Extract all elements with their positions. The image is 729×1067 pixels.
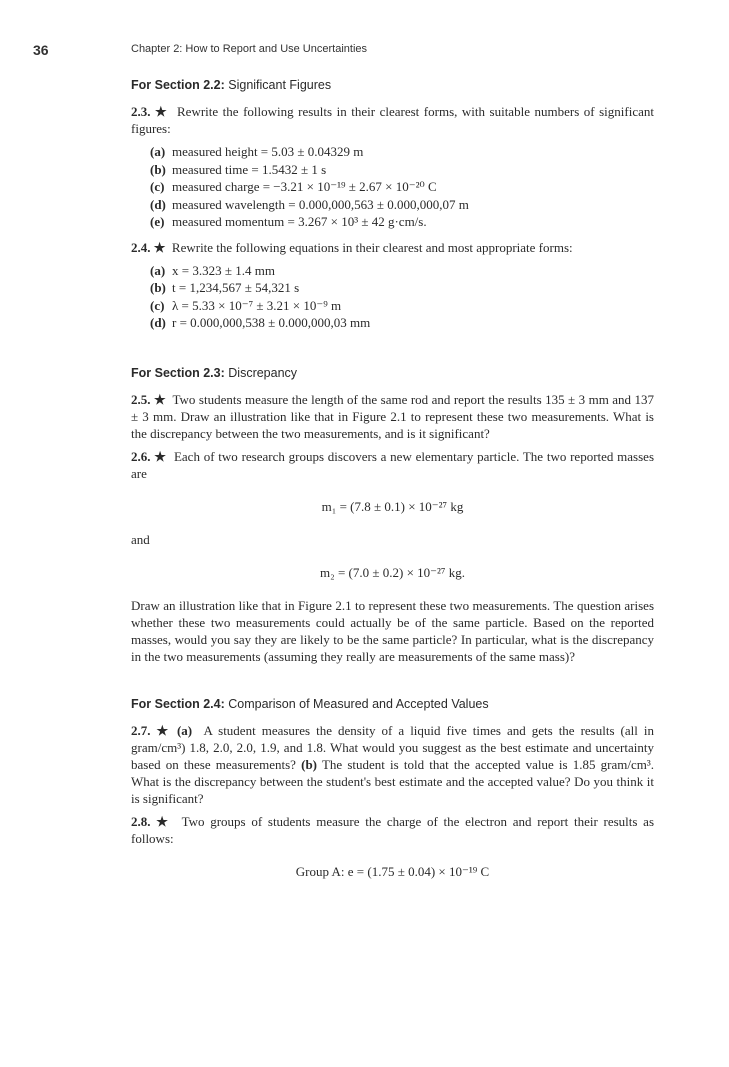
- list-item: [150, 213, 654, 231]
- list-item: [150, 279, 654, 297]
- part-text: measured charge = −3.21 × 10⁻¹⁹ ± 2.67 × 10⁻²⁰ C: [172, 179, 437, 194]
- problem-number: 2.5. ★: [131, 391, 166, 407]
- problem-text: Rewrite the following equations in their clearest and most appropriate forms:: [171, 239, 573, 255]
- part-text: t = 1,234,567 ± 54,321 s: [172, 280, 300, 295]
- equation-m1: m₁ = (7.8 ± 0.1) × 10⁻²⁷ kg: [321, 498, 464, 514]
- part-text: r = 0.000,000,538 ± 0.000,000,03 mm: [172, 315, 371, 330]
- part-label: (d): [150, 196, 166, 212]
- list-item: [150, 262, 654, 280]
- problem-2-3-parts: [131, 143, 654, 231]
- list-item: [150, 196, 654, 214]
- problem-text: Two students measure the length of the same rod and report the results 135 ± 3 mm and 137 ± 3 mm. Draw an illustration like that in Figure 2.1 to represent these two measurements. What is the discrepancy between the two measurements, and is it significant?: [131, 391, 655, 441]
- section-heading-2-3: [131, 366, 654, 381]
- connective-text: and: [131, 531, 150, 547]
- list-item: [150, 297, 654, 315]
- part-text: x = 3.323 ± 1.4 mm: [172, 262, 275, 278]
- problem-text: Rewrite the following results in their clearest forms, with suitable numbers of significant figures:: [131, 104, 654, 136]
- section-title: Comparison of Measured and Accepted Values: [228, 696, 489, 711]
- problem-number: 2.7. ★: [131, 722, 171, 738]
- problem-text: Each of two research groups discovers a new elementary particle. The two reported masses are: [131, 448, 655, 481]
- equation-group-a: Group A: e = (1.75 ± 0.04) × 10⁻¹⁹ C: [295, 863, 490, 879]
- problem-number: 2.4. ★: [131, 239, 166, 255]
- part-text: The student is told that the accepted value is 1.85 gram/cm³. What is the discrepancy between the student's best estimate and the accepted value? Do you think it is significant?: [131, 756, 655, 806]
- section-title: Significant Figures: [228, 78, 332, 92]
- problem-2-4: [131, 239, 654, 256]
- section-label: For Section 2.2:: [131, 78, 225, 92]
- running-head: Chapter 2: How to Report and Use Uncertainties: [131, 43, 368, 55]
- list-item: [150, 161, 654, 179]
- problem-2-5: [131, 391, 654, 442]
- section-label: For Section 2.3:: [131, 365, 225, 380]
- problem-number: 2.6. ★: [131, 448, 167, 464]
- section-title: Discrepancy: [228, 365, 298, 380]
- part-text: λ = 5.33 × 10⁻⁷ ± 3.21 × 10⁻⁹ m: [172, 297, 342, 313]
- problem-number: 2.8. ★: [131, 813, 171, 829]
- problem-number: 2.3. ★: [131, 104, 168, 119]
- page-body: [131, 78, 654, 896]
- list-item: [150, 143, 654, 161]
- part-text: measured time = 1.5432 ± 1 s: [172, 161, 327, 177]
- problem-2-6: [131, 448, 654, 482]
- part-label: (c): [150, 297, 165, 313]
- part-label: (c): [150, 179, 165, 194]
- part-label: (b): [150, 161, 166, 177]
- problem-2-4-parts: [131, 262, 654, 332]
- part-label: (e): [150, 214, 165, 229]
- list-item: [150, 314, 654, 332]
- list-item: [150, 178, 654, 196]
- part-label: (a): [150, 144, 166, 159]
- part-text: measured momentum = 3.267 × 10³ ± 42 g·cm/s.: [172, 214, 427, 229]
- part-text: measured height = 5.03 ± 0.04329 m: [172, 144, 364, 159]
- problem-2-8: [131, 813, 654, 847]
- page-number: 36: [33, 42, 49, 58]
- part-label: (a): [176, 722, 193, 738]
- section-label: For Section 2.4:: [131, 696, 225, 711]
- part-label: (a): [150, 262, 166, 278]
- section-heading-2-4: [131, 697, 654, 712]
- part-label: (b): [301, 756, 317, 772]
- equation-m2: m₂ = (7.0 ± 0.2) × 10⁻²⁷ kg.: [320, 564, 465, 580]
- part-text: measured wavelength = 0.000,000,563 ± 0.000,000,07 m: [172, 196, 469, 212]
- part-label: (b): [150, 280, 166, 295]
- part-text: A student measures the density of a liquid five times and gets the results (all in gram/cm³) 1.8, 2.0, 2.0, 1.9, and 1.8. What would you suggest as the best estimate and uncertainty based on these measurements?: [131, 722, 654, 772]
- problem-2-6-continued: Draw an illustration like that in Figure 2.1 to represent these two measurements. The question arises whether these two measurements could actually be of the same particle. Based on the reported masses, would you say they are likely to be the same particle? In particular, what is the discrepancy in the two measurements (assuming they really are measurements of the same mass)?: [131, 597, 654, 664]
- problem-2-3: [131, 103, 654, 137]
- section-heading-2-2: [131, 78, 654, 93]
- part-label: (d): [150, 315, 166, 330]
- problem-text: Two groups of students measure the charge of the electron and report their results as follows:: [131, 813, 655, 846]
- problem-2-7: [131, 722, 654, 807]
